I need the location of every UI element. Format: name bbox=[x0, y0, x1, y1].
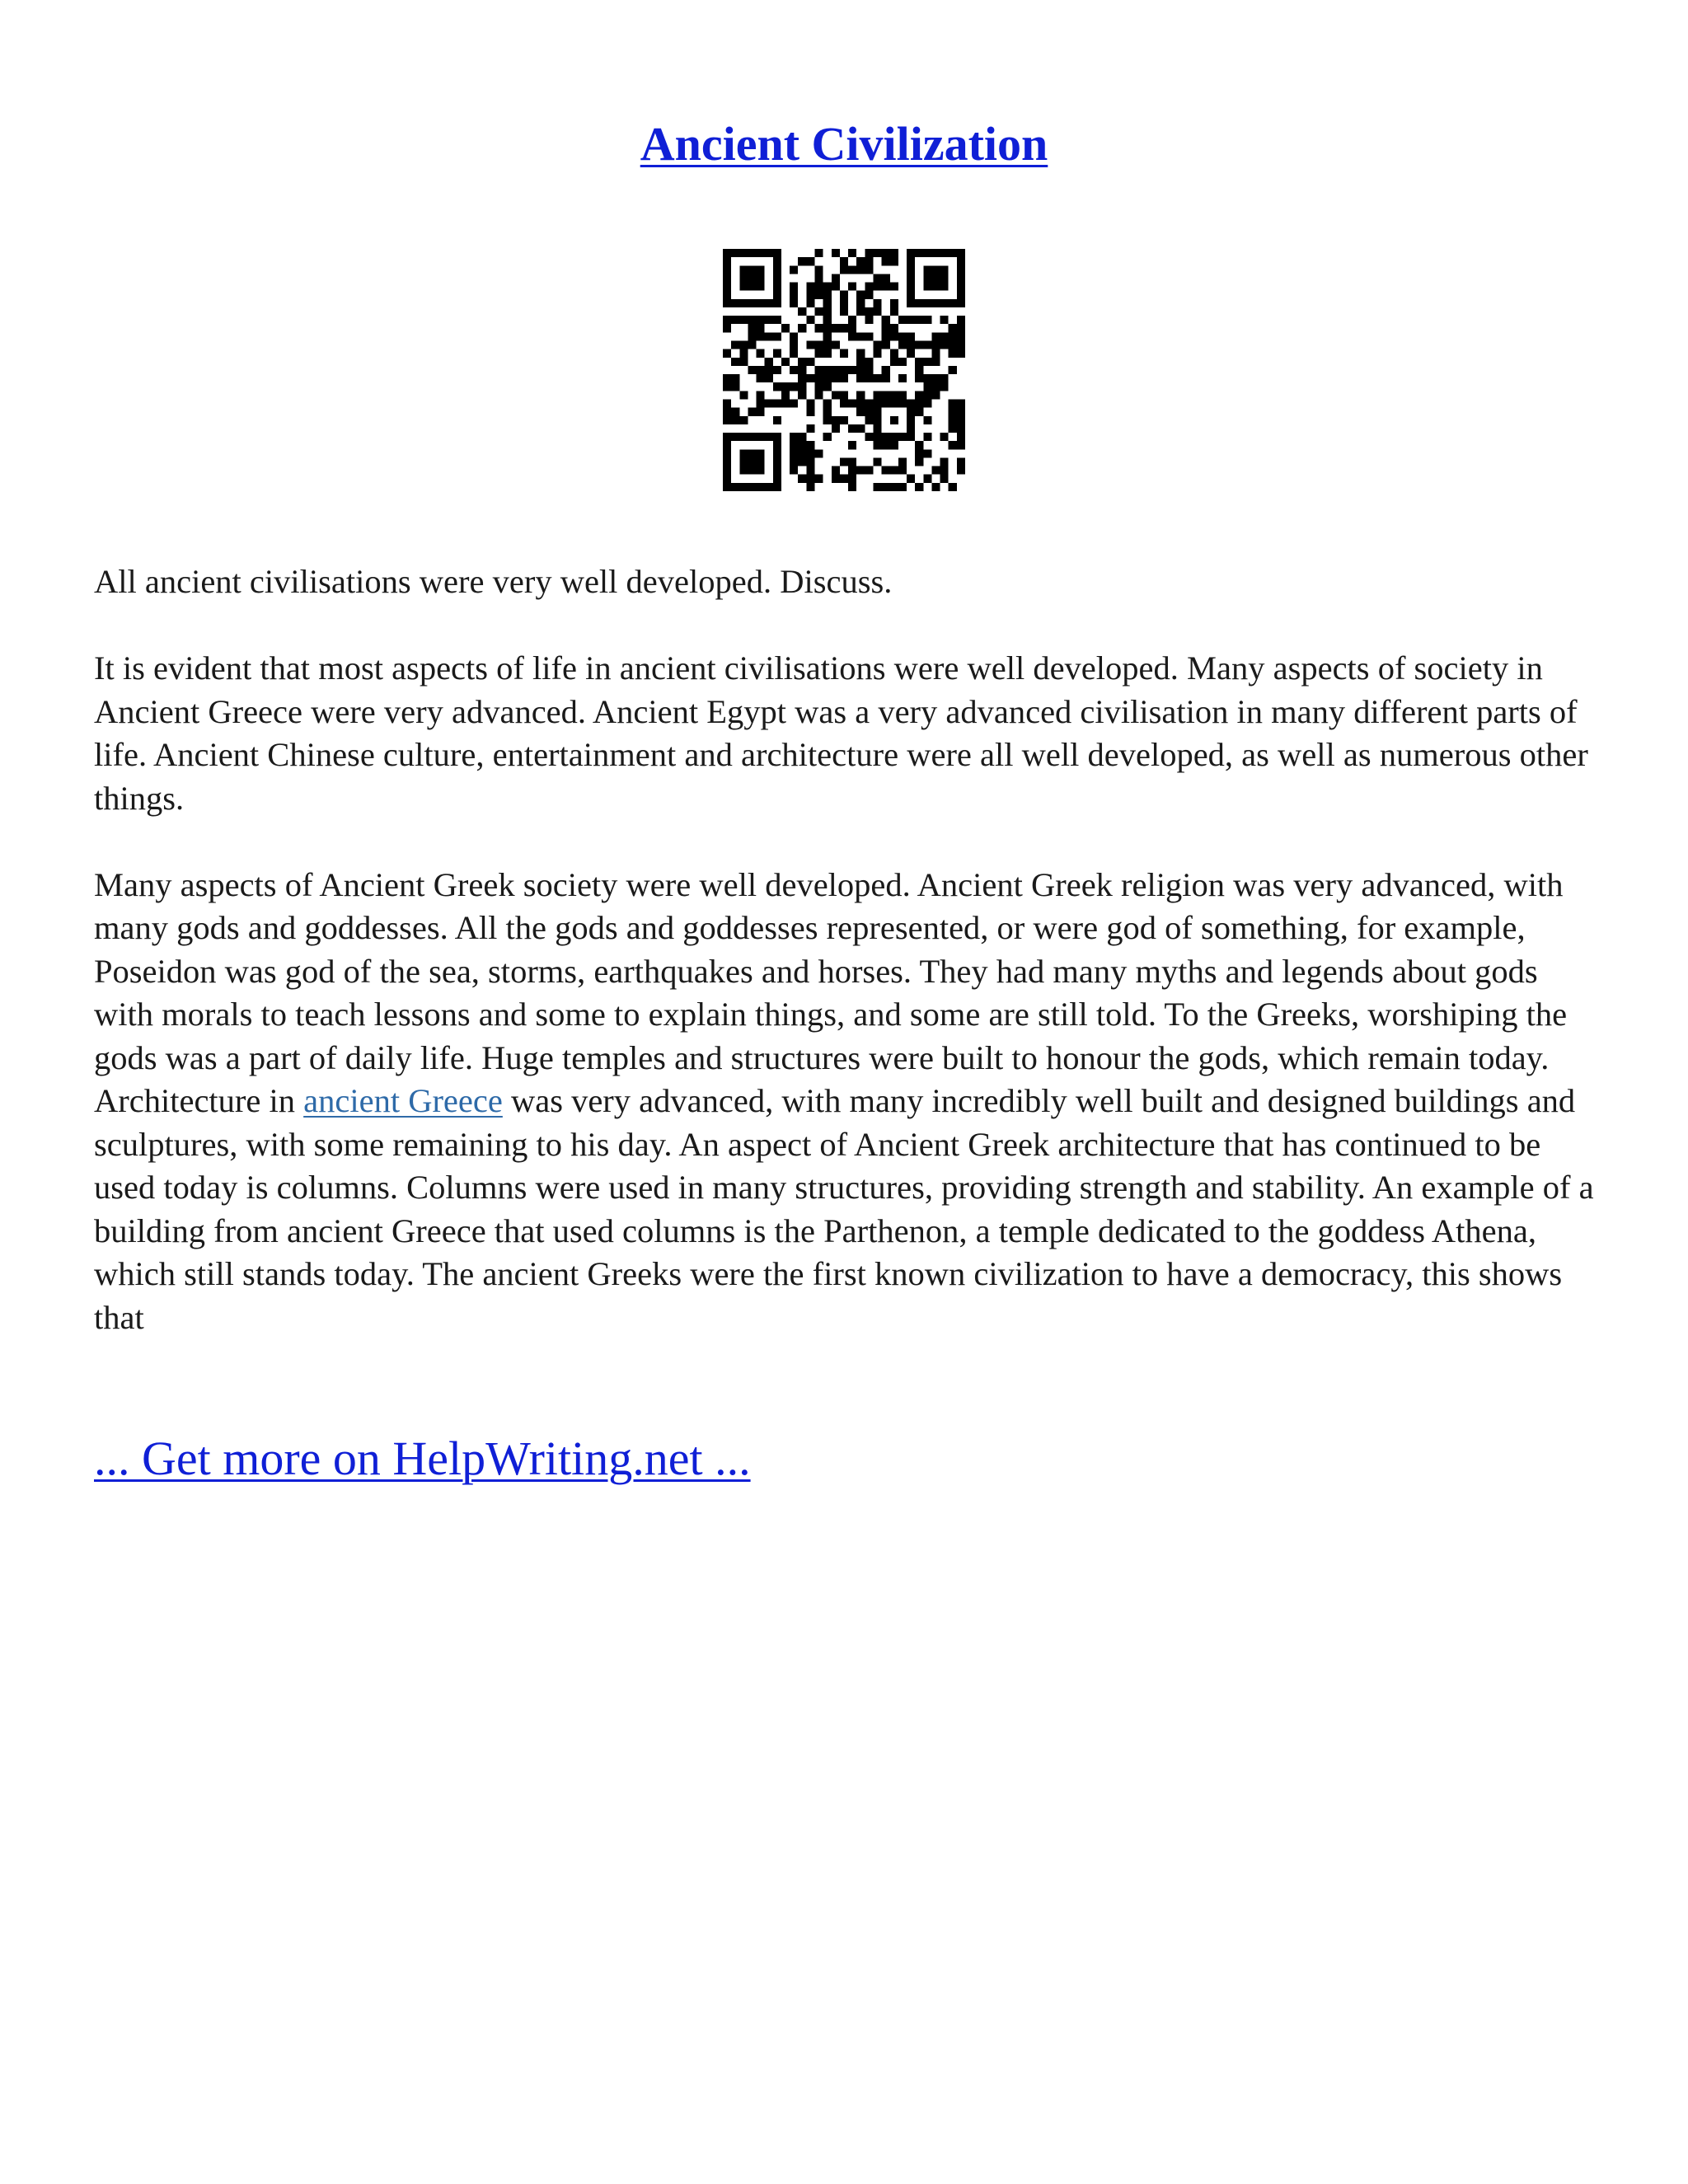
paragraph-2-text-start: Many aspects of Ancient Greek society were well developed. Ancient Greek religion was very advanced, with many gods and goddesses. All the gods and goddesses represented, or were god of something, for example, Poseidon was god of the sea, storms, earthquakes and horses. They had many myths and legends about gods with morals to teach lessons and some to explain things, and some are still told. To the Greeks, worshiping the gods was a part of daily life. Huge temples and structures were built to honour the gods, which remain today. Architecture in bbox=[94, 865, 1568, 1119]
qr-code-icon bbox=[723, 249, 965, 491]
document-body bbox=[94, 560, 1594, 1383]
get-more-link[interactable]: ... Get more on HelpWriting.net ... bbox=[94, 1432, 751, 1485]
paragraph-1: It is evident that most aspects of life in ancient civilisations were well developed. Many aspects of society in Ancient Greece were very advanced. Ancient Egypt was a very advanced civilisation in many different parts of life. Ancient Chinese culture, entertainment and architecture were all well developed, as well as numerous other things. bbox=[94, 649, 1588, 817]
title-link[interactable]: Ancient Civilization bbox=[640, 117, 1048, 171]
get-more-paragraph bbox=[94, 1430, 751, 1488]
document-title bbox=[0, 115, 1688, 173]
paragraph-2-text-end: was very advanced, with many incredibly well built and designed buildings and sculptures, with some remaining to his day. An aspect of Ancient Greek architecture that has continued to be used today is columns. Columns were used in many structures, providing strength and stability. An example of a building from ancient Greece that used columns is the Parthenon, a temple dedicated to the goddess Athena, which still stands today. The ancient Greeks were the first known civilization to have a democracy, this shows that bbox=[94, 1082, 1594, 1336]
question-text: All ancient civilisations were very well developed. Discuss. bbox=[94, 563, 893, 600]
ancient-greece-link[interactable]: ancient Greece bbox=[303, 1082, 503, 1119]
paragraph-2 bbox=[94, 864, 1594, 1340]
